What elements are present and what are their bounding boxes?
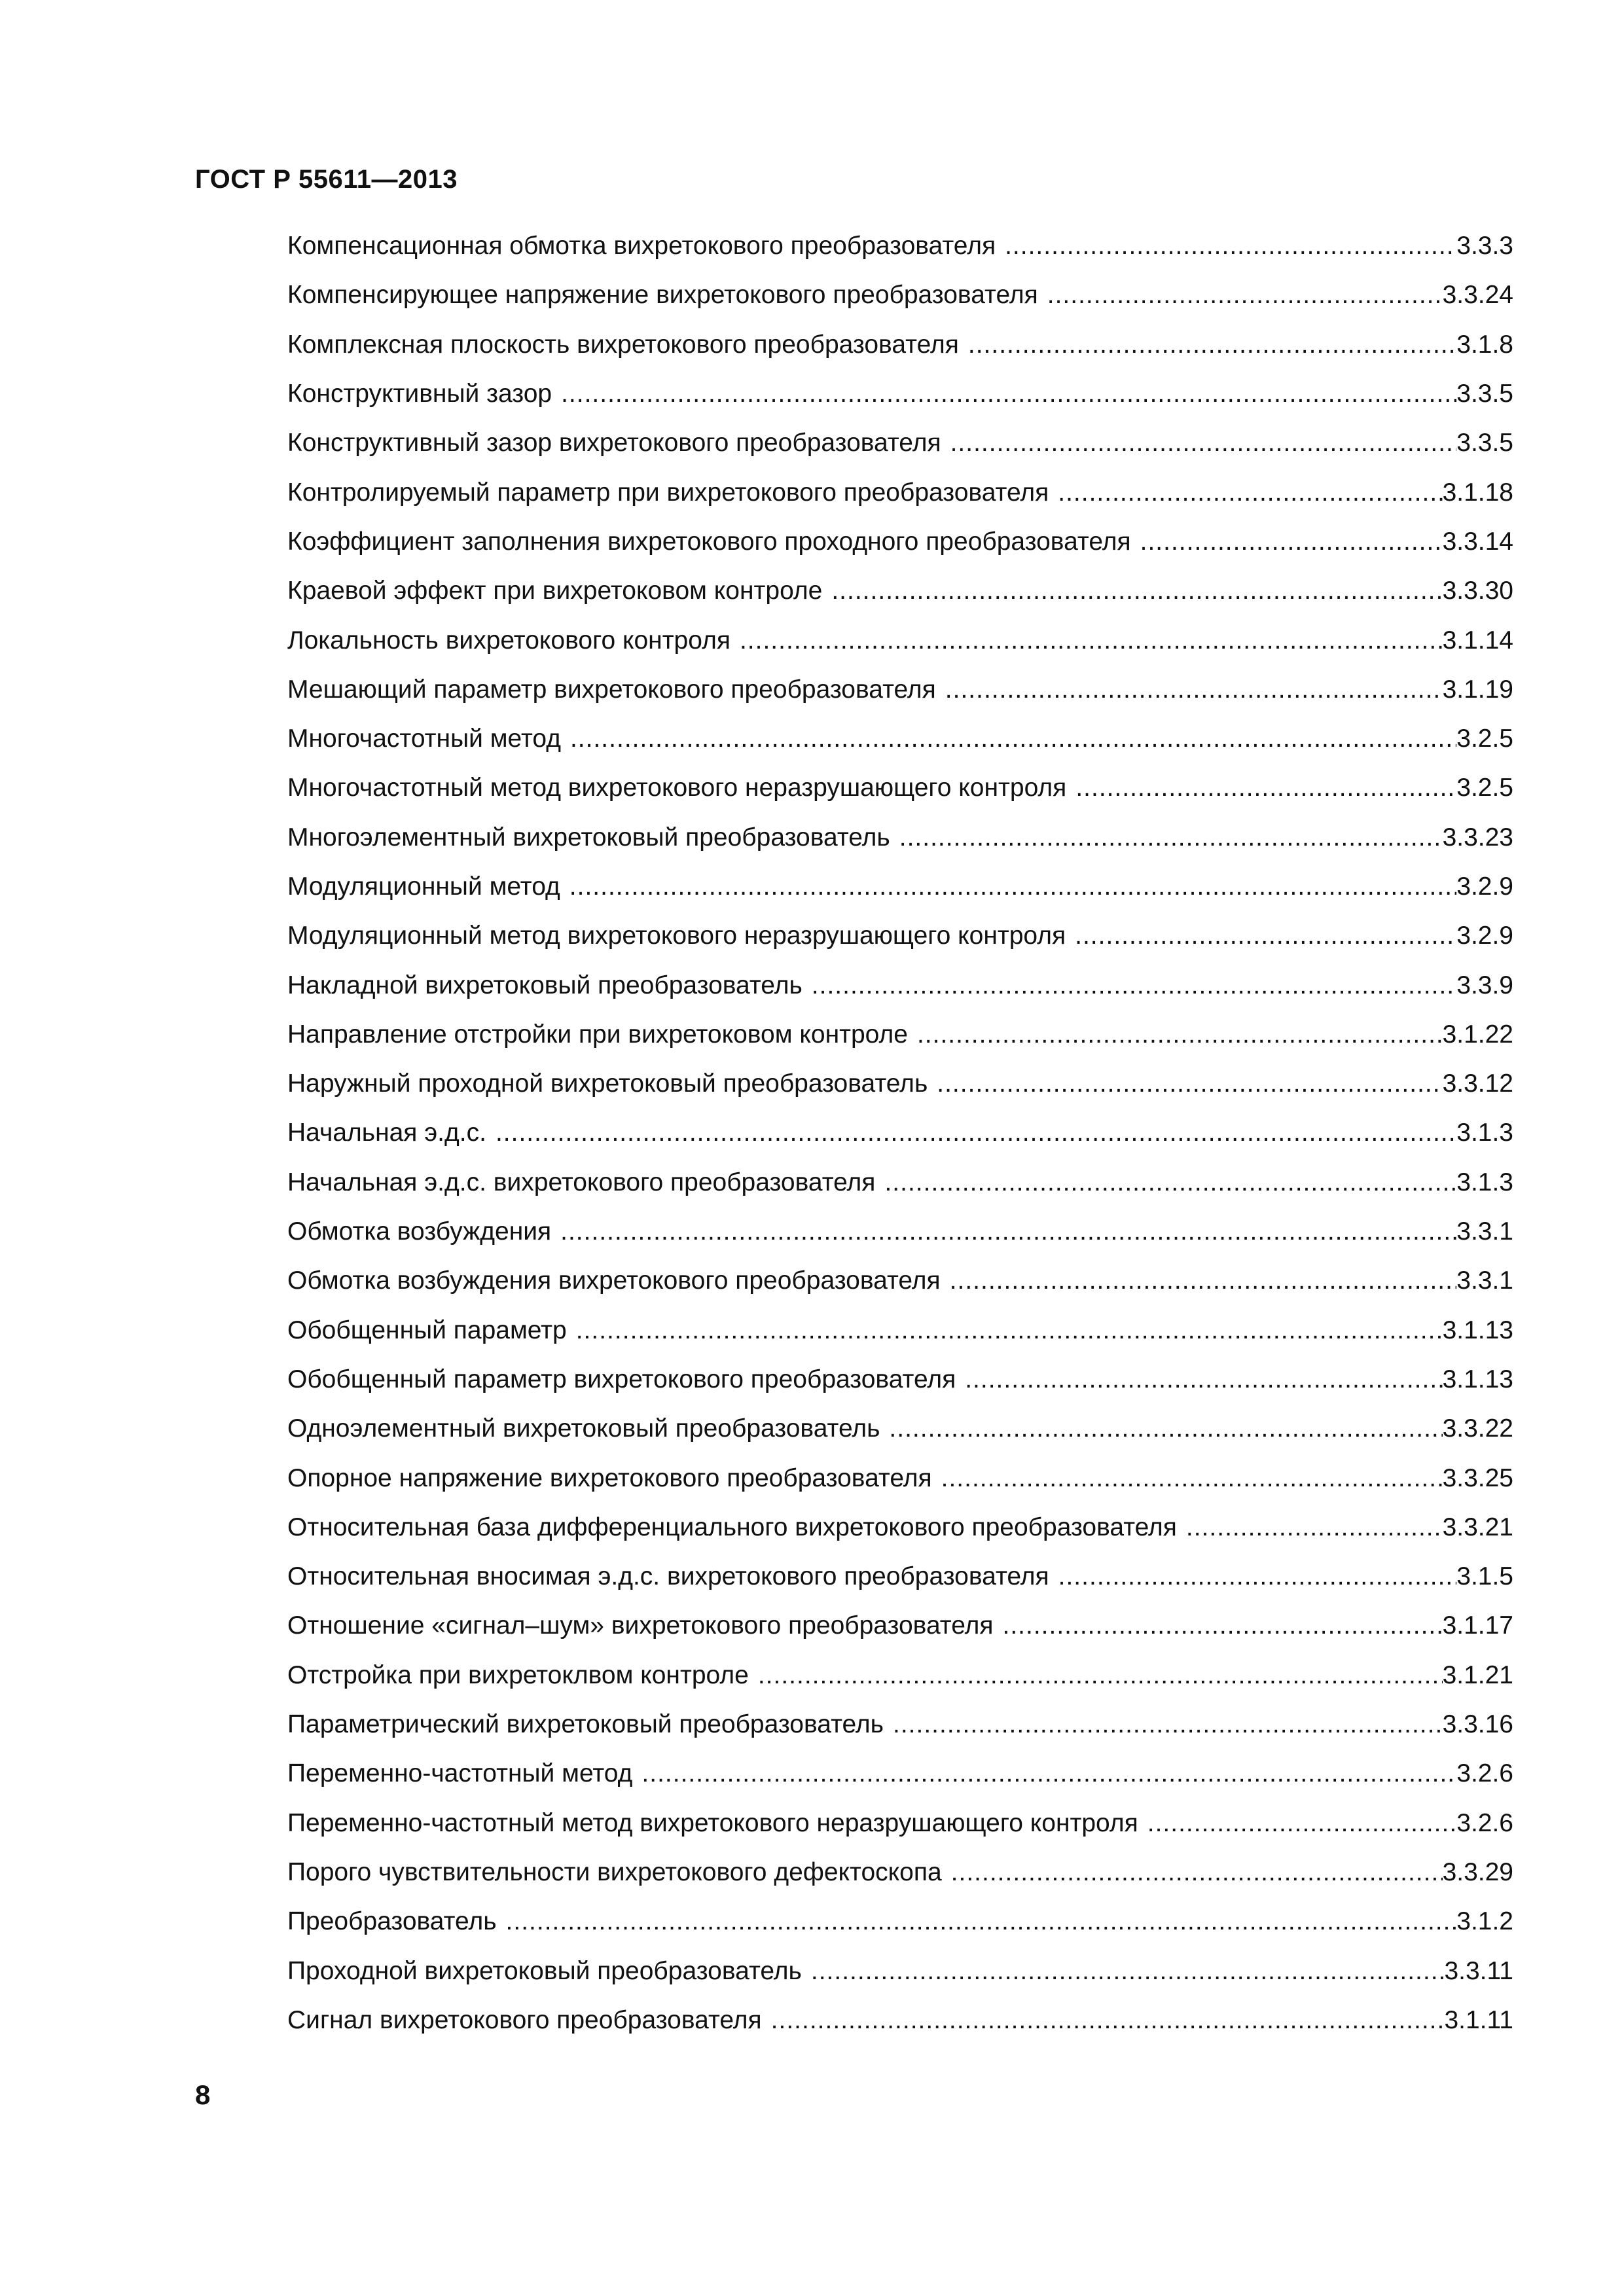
index-reference: 3.1.5 (1456, 1562, 1513, 1591)
dot-leader (561, 381, 1456, 406)
dot-leader (884, 1170, 1456, 1195)
index-reference: 3.3.22 (1442, 1414, 1513, 1443)
index-entry (287, 1996, 1513, 2045)
index-entry (287, 1059, 1513, 1108)
document-header: ГОСТ Р 55611—2013 (195, 165, 458, 194)
index-entry (287, 320, 1513, 369)
index-reference: 3.3.9 (1456, 971, 1513, 999)
index-reference: 3.1.8 (1456, 330, 1513, 359)
index-reference: 3.3.5 (1456, 380, 1513, 408)
dot-leader (1058, 480, 1442, 505)
index-entry (287, 221, 1513, 270)
index-reference: 3.1.19 (1442, 675, 1513, 704)
dot-leader (771, 2007, 1445, 2033)
dot-leader (899, 825, 1443, 850)
index-entry (287, 911, 1513, 960)
index-entry (287, 1158, 1513, 1207)
index-entry (287, 714, 1513, 763)
index-term: Направление отстройки при вихретоковом контроле (287, 1020, 908, 1049)
index-reference: 3.1.11 (1444, 2005, 1513, 2034)
index-entry (287, 1601, 1513, 1650)
index-reference: 3.3.29 (1442, 1857, 1513, 1886)
index-term: Краевой эффект при вихретоковом контроле (287, 577, 823, 605)
index-reference: 3.2.5 (1456, 725, 1513, 753)
index-term: Комплексная плоскость вихретокового преобразователя (287, 330, 959, 359)
index-entry (287, 1897, 1513, 1946)
index-reference: 3.3.21 (1442, 1513, 1513, 1541)
dot-leader (941, 1465, 1443, 1491)
dot-leader (831, 578, 1442, 603)
index-entry (287, 1207, 1513, 1256)
dot-leader (1002, 1613, 1442, 1638)
index-term: Мешающий параметр вихретокового преобразователя (287, 675, 936, 704)
dot-leader (950, 430, 1457, 456)
index-reference: 3.3.30 (1442, 577, 1513, 605)
index-reference: 3.3.3 (1456, 232, 1513, 260)
index-entry (287, 517, 1513, 566)
index-term: Многоэлементный вихретоковый преобразователь (287, 823, 890, 852)
index-term: Локальность вихретокового контроля (287, 626, 731, 655)
dot-leader (570, 726, 1456, 751)
index-entry (287, 1108, 1513, 1157)
dot-leader (758, 1662, 1443, 1688)
index-term: Относительная база дифференциального вихретокового преобразователя (287, 1513, 1177, 1541)
index-entry (287, 467, 1513, 516)
index-term: Наружный проходной вихретоковый преобразователь (287, 1069, 928, 1098)
index-term: Обмотка возбуждения (287, 1217, 552, 1246)
index-term: Модуляционный метод (287, 872, 560, 901)
index-term: Одноэлементный вихретоковый преобразователь (287, 1414, 880, 1443)
dot-leader (641, 1761, 1456, 1786)
index-reference: 3.1.14 (1442, 626, 1513, 655)
index-term: Отстройка при вихретоклвом контроле (287, 1660, 749, 1689)
index-reference: 3.2.9 (1456, 922, 1513, 950)
index-entry (287, 615, 1513, 664)
dot-leader (945, 677, 1443, 702)
dot-leader (968, 332, 1456, 357)
dot-leader (560, 1219, 1456, 1244)
index-term: Параметрический вихретоковый преобразователь (287, 1710, 884, 1739)
dot-leader (576, 1318, 1443, 1343)
index-entry (287, 763, 1513, 812)
dot-leader (1075, 775, 1456, 800)
dot-leader (1075, 923, 1456, 948)
dot-leader (889, 1416, 1442, 1441)
dot-leader (1140, 529, 1443, 554)
index-reference: 3.3.5 (1456, 429, 1513, 457)
index-entry (287, 1256, 1513, 1305)
index-term: Конструктивный зазор вихретокового преобразователя (287, 429, 941, 457)
index-term: Конструктивный зазор (287, 380, 552, 408)
index-term: Коэффициент заполнения вихретокового проходного преобразователя (287, 527, 1131, 556)
index-reference: 3.3.23 (1442, 823, 1513, 852)
index-reference: 3.3.1 (1456, 1266, 1513, 1295)
index-term: Порого чувствительности вихретокового дефектоскопа (287, 1857, 942, 1886)
dot-leader (893, 1712, 1443, 1737)
dot-leader (811, 1958, 1445, 1984)
index-entry (287, 566, 1513, 615)
index-reference: 3.2.9 (1456, 872, 1513, 901)
dot-leader (1047, 282, 1443, 308)
index-entry (287, 1749, 1513, 1798)
index-entry (287, 665, 1513, 714)
dot-leader (965, 1367, 1442, 1392)
index-entry (287, 1799, 1513, 1848)
index-reference: 3.1.21 (1442, 1660, 1513, 1689)
index-reference: 3.2.6 (1456, 1759, 1513, 1788)
index-term: Начальная э.д.с. вихретокового преобразователя (287, 1168, 876, 1196)
index-entry (287, 1010, 1513, 1059)
index-entry (287, 1306, 1513, 1355)
index-term: Обмотка возбуждения вихретокового преобразователя (287, 1266, 941, 1295)
dot-leader (1058, 1564, 1457, 1589)
dot-leader (812, 973, 1456, 998)
index-reference: 3.2.5 (1456, 774, 1513, 802)
index-entry (287, 1700, 1513, 1749)
index-term: Обобщенный параметр вихретокового преобразователя (287, 1365, 956, 1393)
page-number: 8 (195, 2079, 211, 2110)
index-entry (287, 862, 1513, 911)
index-term: Проходной вихретоковый преобразователь (287, 1956, 802, 1985)
index-entry (287, 1404, 1513, 1453)
index-entry (287, 1503, 1513, 1552)
alphabetical-index (287, 221, 1513, 2045)
index-term: Переменно-частотный метод (287, 1759, 633, 1788)
dot-leader (506, 1909, 1457, 1934)
index-reference: 3.3.24 (1442, 281, 1513, 310)
dot-leader (917, 1022, 1443, 1047)
dot-leader (951, 1859, 1443, 1885)
index-reference: 3.3.12 (1442, 1069, 1513, 1098)
index-entry (287, 270, 1513, 319)
dot-leader (569, 874, 1456, 899)
index-reference: 3.1.18 (1442, 478, 1513, 507)
dot-leader (1186, 1515, 1443, 1540)
index-term: Начальная э.д.с. (287, 1119, 486, 1147)
index-entry (287, 1453, 1513, 1502)
index-entry (287, 1651, 1513, 1700)
dot-leader (937, 1071, 1442, 1096)
index-reference: 3.1.3 (1456, 1168, 1513, 1196)
dot-leader (740, 628, 1443, 653)
index-term: Обобщенный параметр (287, 1316, 567, 1344)
index-term: Модуляционный метод вихретокового неразрушающего контроля (287, 922, 1066, 950)
index-term: Контролируемый параметр при вихретокового преобразователя (287, 478, 1049, 507)
index-reference: 3.2.6 (1456, 1808, 1513, 1837)
index-reference: 3.1.22 (1442, 1020, 1513, 1049)
index-term: Компенсационная обмотка вихретокового преобразователя (287, 232, 996, 260)
index-entry (287, 813, 1513, 862)
index-term: Многочастотный метод вихретокового неразрушающего контроля (287, 774, 1067, 802)
index-reference: 3.3.14 (1442, 527, 1513, 556)
index-reference: 3.3.25 (1442, 1463, 1513, 1492)
index-term: Многочастотный метод (287, 725, 561, 753)
index-entry (287, 369, 1513, 418)
index-reference: 3.3.1 (1456, 1217, 1513, 1246)
index-term: Компенсирующее напряжение вихретокового преобразователя (287, 281, 1038, 310)
index-reference: 3.1.3 (1456, 1119, 1513, 1147)
index-term: Опорное напряжение вихретокового преобразователя (287, 1463, 932, 1492)
index-reference: 3.3.16 (1442, 1710, 1513, 1739)
index-reference: 3.3.11 (1444, 1956, 1513, 1985)
dot-leader (950, 1268, 1457, 1293)
index-reference: 3.1.17 (1442, 1611, 1513, 1640)
index-term: Переменно-частотный метод вихретокового неразрушающего контроля (287, 1808, 1138, 1837)
dot-leader (1005, 233, 1456, 259)
index-entry (287, 418, 1513, 467)
index-term: Сигнал вихретокового преобразователя (287, 2005, 762, 2034)
index-term: Преобразователь (287, 1907, 497, 1936)
index-reference: 3.1.13 (1442, 1316, 1513, 1344)
index-entry (287, 960, 1513, 1009)
index-term: Относительная вносимая э.д.с. вихретокового преобразователя (287, 1562, 1049, 1591)
index-entry (287, 1355, 1513, 1404)
index-term: Отношение «сигнал–шум» вихретокового преобразователя (287, 1611, 994, 1640)
dot-leader (1147, 1810, 1457, 1836)
dot-leader (496, 1120, 1456, 1145)
index-entry (287, 1848, 1513, 1897)
index-term: Накладной вихретоковый преобразователь (287, 971, 803, 999)
index-reference: 3.1.2 (1456, 1907, 1513, 1936)
index-entry (287, 1946, 1513, 1995)
index-reference: 3.1.13 (1442, 1365, 1513, 1393)
index-entry (287, 1552, 1513, 1601)
